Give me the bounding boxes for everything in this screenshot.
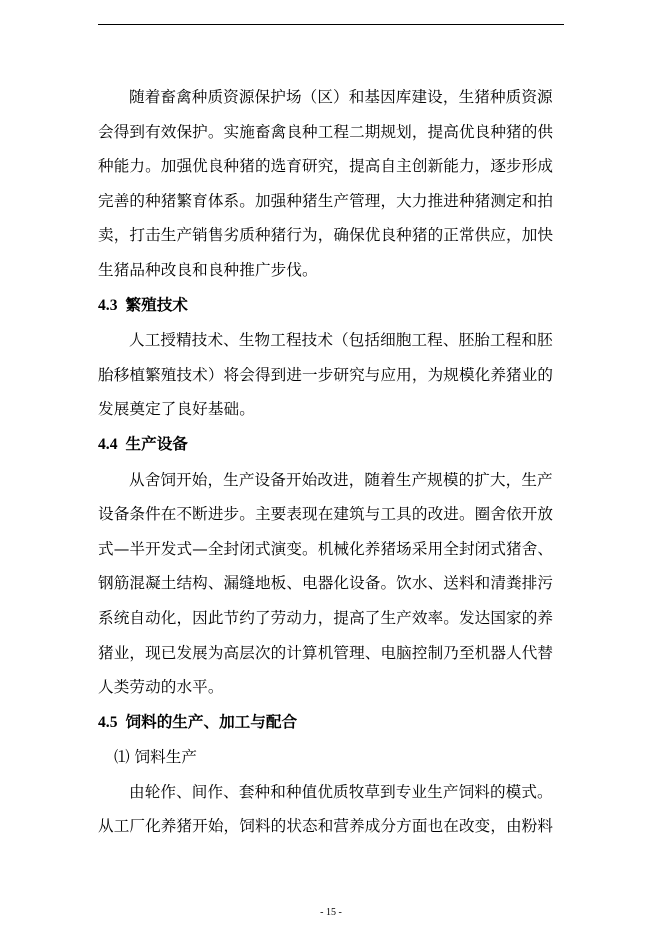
text-line: 式—半开发式—全封闭式演变。机械化养猪场采用全封闭式猪舍、 [98, 539, 554, 558]
text-line: 胎移植繁殖技术）将会得到进一步研究与应用，为规模化养猪业的 [98, 365, 554, 384]
page-content [98, 80, 568, 844]
section-number: 4.5 [98, 713, 118, 731]
text-line: 从工厂化养猪开始，饲料的状态和营养成分方面也在改变，由粉料 [98, 817, 554, 836]
header-rule [98, 24, 564, 25]
paragraph-reproduction-technology [98, 323, 568, 427]
text-line: 猪业，现已发展为高层次的计算机管理、电脑控制乃至机器人代替 [98, 643, 554, 662]
text-line: 钢筋混凝土结构、漏缝地板、电器化设备。饮水、送料和清粪排污 [98, 574, 554, 593]
section-number: 4.4 [98, 435, 118, 453]
paragraph-production-equipment [98, 463, 568, 705]
text-line: 发展奠定了良好基础。 [98, 400, 255, 419]
text-line: 完善的种猪繁育体系。加强种猪生产管理，大力推进种猪测定和拍 [98, 191, 554, 210]
section-title: 生产设备 [125, 434, 188, 453]
text-line: 从舍饲开始，生产设备开始改进，随着生产规模的扩大，生产 [129, 470, 553, 489]
section-title: 饲料的生产、加工与配合 [125, 712, 298, 731]
paragraph-feed-production [98, 775, 568, 844]
section-heading-4-4 [98, 427, 568, 463]
text-line: 由轮作、间作、套种和种值优质牧草到专业生产饲料的模式。 [129, 782, 553, 801]
subheading-feed-production: ⑴ 饲料生产 [114, 748, 197, 767]
text-line: 设备条件在不断进步。主要表现在建筑与工具的改进。圈舍依开放 [98, 505, 554, 524]
text-line: 随着畜禽种质资源保护场（区）和基因库建设，生猪种质资源 [129, 88, 553, 106]
paragraph-breeding-resources [98, 80, 568, 288]
section-heading-4-5 [98, 705, 568, 741]
section-title: 繁殖技术 [125, 295, 188, 314]
text-line: 种能力。加强优良种猪的选育研究，提高自主创新能力，逐步形成 [98, 157, 554, 176]
text-line: 生猪品种改良和良种推广步伐。 [98, 260, 318, 279]
text-line: 卖，打击生产销售劣质种猪行为，确保优良种猪的正常供应，加快 [98, 226, 554, 245]
text-line: 会得到有效保护。实施畜禽良种工程二期规划，提高优良种猪的供 [98, 122, 554, 141]
section-number: 4.3 [98, 296, 118, 314]
page-number: - 15 - [320, 907, 342, 918]
section-heading-4-3 [98, 288, 568, 324]
text-line: 系统自动化，因此节约了劳动力，提高了生产效率。发达国家的养 [98, 608, 554, 627]
text-line: 人类劳动的水平。 [98, 678, 224, 697]
text-line: 人工授精技术、生物工程技术（包括细胞工程、胚胎工程和胚 [129, 331, 553, 350]
